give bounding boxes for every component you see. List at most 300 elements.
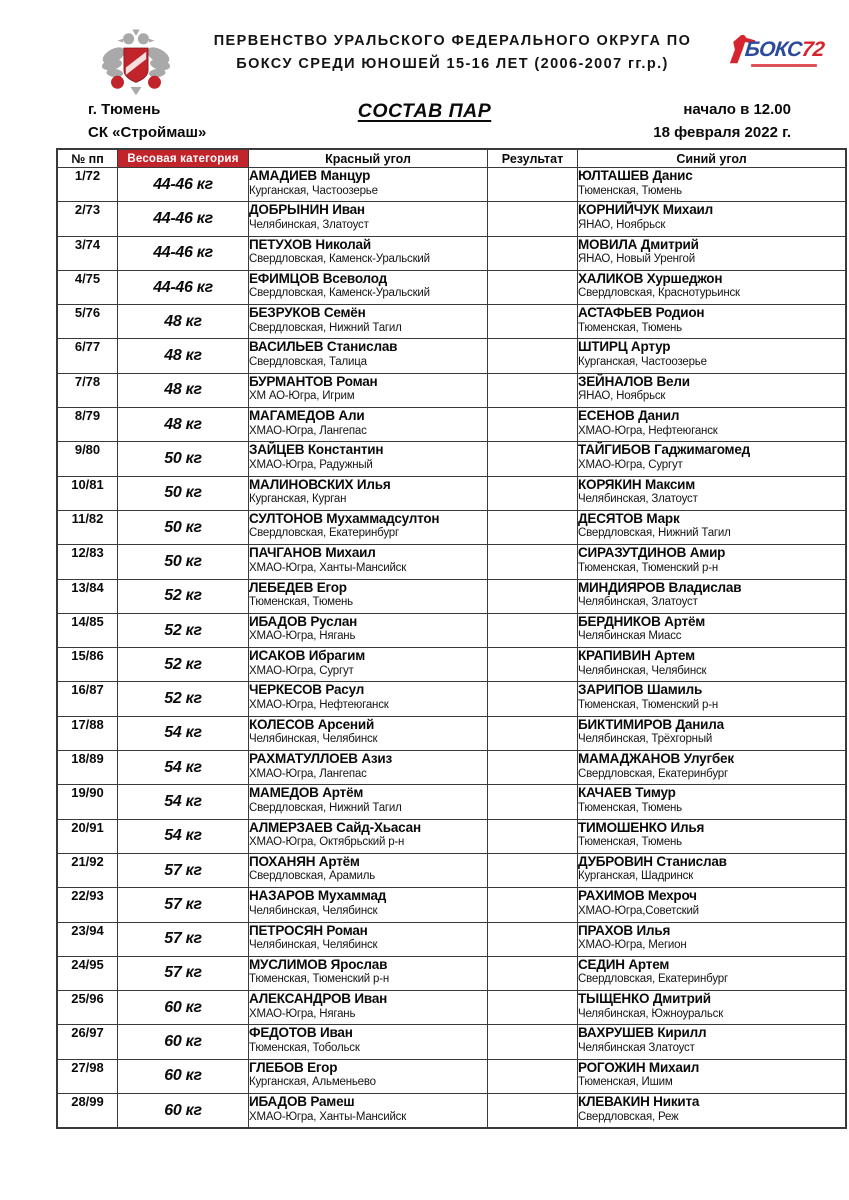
result-cell [488,819,578,853]
red-boxer-region: ХМАО-Югра, Нягань [249,1007,356,1020]
document-header [0,22,849,100]
tournament-title-line2: БОКСУ СРЕДИ ЮНОШЕЙ 15-16 ЛЕТ (2006-2007 гг.р.) [236,56,669,72]
blue-boxer-region: Челябинская Миасс [578,630,682,643]
result-cell [488,1094,578,1128]
result-cell [488,305,578,339]
pair-number-cell: 11/82 [58,510,118,544]
weight-category-cell: 57 кг [118,888,249,922]
blue-boxer-name: ВАХРУШЕВ Кирилл [578,1025,707,1041]
table-row [58,373,846,407]
red-boxer-name: АЛЕКСАНДРОВ Иван [249,991,388,1007]
result-cell [488,682,578,716]
blue-boxer-region: ХМАО-Югра, Мегион [578,939,687,952]
pairs-table-header [58,150,846,168]
result-cell [488,751,578,785]
red-boxer-name: РАХМАТУЛЛОЕВ Азиз [249,751,393,767]
red-boxer-name: МАМЕДОВ Артём [249,785,364,801]
weight-category-cell: 48 кг [118,373,249,407]
pair-number-cell: 14/85 [58,613,118,647]
result-cell [488,991,578,1025]
blue-boxer-name: СЕДИН Артем [578,956,670,972]
red-corner-cell [249,1094,488,1128]
weight-category-cell: 48 кг [118,339,249,373]
pair-number-cell: 27/98 [58,1059,118,1093]
blue-boxer-name: ДУБРОВИН Станислав [578,853,727,869]
blue-corner-cell [578,648,846,682]
table-row [58,1025,846,1059]
pair-number-cell: 18/89 [58,751,118,785]
red-boxer-name: КОЛЕСОВ Арсений [249,716,375,732]
tournament-title-line1: ПЕРВЕНСТВО УРАЛЬСКОГО ФЕДЕРАЛЬНОГО ОКРУГА ПО [213,33,692,49]
blue-boxer-name: МОВИЛА Дмитрий [578,236,699,252]
blue-boxer-region: Тюменская, Тюменский р-н [578,561,718,574]
result-cell [488,956,578,990]
red-corner-cell [249,339,488,373]
tournament-title [180,30,725,76]
blue-boxer-region: Свердловская, Екатеринбург [578,767,728,780]
document-title: СОСТАВ ПАР [357,100,492,122]
weight-category-cell: 48 кг [118,305,249,339]
blue-boxer-region: Свердловская, Реж [578,1110,679,1123]
red-boxer-name: ЧЕРКЕСОВ Расул [249,682,365,698]
boks72-logo-text [744,38,826,62]
red-corner-cell [249,236,488,270]
blue-boxer-region: Тюменская, Тюменский р-н [578,698,718,711]
blue-boxer-region: Курганская, Шадринск [578,870,694,883]
weight-category-cell: 50 кг [118,442,249,476]
logo-word: БОКС [743,38,803,61]
blue-boxer-name: ШТИРЦ Артур [578,339,671,355]
blue-corner-cell [578,202,846,236]
blue-boxer-name: РАХИМОВ Мехроч [578,888,697,904]
red-boxer-name: АМАДИЕВ Манцур [249,168,371,183]
table-row [58,819,846,853]
blue-corner-cell [578,853,846,887]
red-boxer-name: НАЗАРОВ Мухаммад [249,888,387,904]
blue-boxer-name: БИКТИМИРОВ Данила [578,716,724,732]
red-corner-cell [249,682,488,716]
blue-boxer-name: ПРАХОВ Илья [578,922,671,938]
column-header-blue-corner: Синий угол [578,150,846,168]
pair-number-cell: 7/78 [58,373,118,407]
blue-boxer-region: ХМАО-Югра,Советский [578,904,699,917]
red-boxer-name: ФЕДОТОВ Иван [249,1025,353,1041]
blue-corner-cell [578,408,846,442]
red-corner-cell [249,613,488,647]
blue-boxer-region: Челябинская Златоуст [578,1041,695,1054]
blue-corner-cell [578,785,846,819]
blue-boxer-name: ЮЛТАШЕВ Данис [578,168,693,183]
red-corner-cell [249,922,488,956]
blue-corner-cell [578,819,846,853]
result-cell [488,716,578,750]
weight-category-cell: 60 кг [118,1059,249,1093]
result-cell [488,510,578,544]
red-boxer-region: ХМАО-Югра, Сургут [249,664,354,677]
pair-number-cell: 28/99 [58,1094,118,1128]
pair-number-cell: 22/93 [58,888,118,922]
pair-number-cell: 24/95 [58,956,118,990]
pair-number-cell: 16/87 [58,682,118,716]
red-boxer-name: МУСЛИМОВ Ярослав [249,956,388,972]
venue-city: г. Тюмень [88,101,161,118]
blue-corner-cell [578,613,846,647]
table-row [58,202,846,236]
table-row [58,888,846,922]
weight-category-cell: 48 кг [118,408,249,442]
table-row [58,1094,846,1128]
blue-corner-cell [578,1059,846,1093]
red-boxer-region: Челябинская, Челябинск [249,939,378,952]
blue-boxer-name: КЛЕВАКИН Никита [578,1094,700,1110]
column-header-red-corner: Красный угол [249,150,488,168]
blue-boxer-region: Свердловская, Екатеринбург [578,973,728,986]
blue-corner-cell [578,1025,846,1059]
weight-category-cell: 54 кг [118,751,249,785]
red-boxer-region: Курганская, Альменьево [249,1076,376,1089]
red-boxer-name: ИСАКОВ Ибрагим [249,648,366,664]
blue-boxer-region: ЯНАО, Ноябрьск [578,390,666,403]
blue-boxer-region: Челябинская, Трёхгорный [578,733,713,746]
red-boxer-region: ХМАО-Югра, Октябрьский р-н [249,836,405,849]
blue-boxer-name: ТЫЩЕНКО Дмитрий [578,991,711,1007]
red-boxer-name: МАЛИНОВСКИХ Илья [249,476,391,492]
table-row [58,442,846,476]
weight-category-cell: 44-46 кг [118,202,249,236]
result-cell [488,270,578,304]
weight-category-cell: 52 кг [118,648,249,682]
red-boxer-region: Свердловская, Каменск-Уральский [249,253,430,266]
table-row [58,476,846,510]
blue-corner-cell [578,579,846,613]
result-cell [488,1025,578,1059]
boks72-logo [727,28,835,82]
red-boxer-region: Свердловская, Нижний Тагил [249,321,402,334]
red-boxer-name: ИБАДОВ Руслан [249,613,358,629]
result-cell [488,408,578,442]
blue-corner-cell [578,339,846,373]
table-row [58,236,846,270]
header-row [58,150,846,168]
result-cell [488,373,578,407]
blue-boxer-region: Курганская, Частоозерье [578,355,707,368]
blue-boxer-region: Тюменская, Ишим [578,1076,673,1089]
table-row [58,305,846,339]
red-corner-cell [249,785,488,819]
weight-category-cell: 54 кг [118,785,249,819]
red-corner-cell [249,956,488,990]
blue-boxer-name: МИНДИЯРОВ Владислав [578,579,742,595]
blue-corner-cell [578,476,846,510]
red-boxer-name: ЛЕБЕДЕВ Егор [249,579,347,595]
red-corner-cell [249,510,488,544]
blue-corner-cell [578,716,846,750]
red-boxer-region: Курганская, Курган [249,493,347,506]
blue-boxer-name: ТИМОШЕНКО Илья [578,819,705,835]
blue-boxer-name: КРАПИВИН Артем [578,648,695,664]
table-row [58,1059,846,1093]
blue-boxer-name: РОГОЖИН Михаил [578,1059,700,1075]
pair-number-cell: 21/92 [58,853,118,887]
weight-category-cell: 50 кг [118,545,249,579]
red-boxer-name: ЕФИМЦОВ Всеволод [249,270,387,286]
pair-number-cell: 13/84 [58,579,118,613]
red-boxer-name: БУРМАНТОВ Роман [249,373,378,389]
blue-boxer-region: ЯНАО, Ноябрьск [578,218,666,231]
result-cell [488,545,578,579]
pair-number-cell: 8/79 [58,408,118,442]
blue-boxer-name: КАЧАЕВ Тимур [578,785,676,801]
pair-number-cell: 5/76 [58,305,118,339]
blue-corner-cell [578,510,846,544]
weight-category-cell: 60 кг [118,1025,249,1059]
red-boxer-region: Курганская, Частоозерье [249,184,378,197]
result-cell [488,853,578,887]
blue-corner-cell [578,751,846,785]
table-row [58,408,846,442]
red-boxer-region: Свердловская, Арамиль [249,870,376,883]
red-corner-cell [249,1059,488,1093]
table-row [58,785,846,819]
red-corner-cell [249,442,488,476]
weight-category-cell: 60 кг [118,991,249,1025]
red-corner-cell [249,305,488,339]
table-row [58,956,846,990]
weight-category-cell: 44-46 кг [118,168,249,202]
blue-boxer-name: ХАЛИКОВ Хуршеджон [578,270,723,286]
red-boxer-region: Свердловская, Нижний Тагил [249,801,402,814]
pair-number-cell: 6/77 [58,339,118,373]
table-row [58,270,846,304]
weight-category-cell: 60 кг [118,1094,249,1128]
blue-corner-cell [578,305,846,339]
blue-corner-cell [578,956,846,990]
blue-corner-cell [578,888,846,922]
event-date: 18 февраля 2022 г. [653,124,791,141]
logo-tagline-line [751,64,817,67]
result-cell [488,1059,578,1093]
red-corner-cell [249,579,488,613]
blue-corner-cell [578,270,846,304]
blue-corner-cell [578,682,846,716]
weight-category-cell: 57 кг [118,853,249,887]
red-boxer-name: ГЛЕБОВ Егор [249,1059,338,1075]
blue-boxer-region: Челябинская, Златоуст [578,596,698,609]
weight-category-cell: 50 кг [118,510,249,544]
table-row [58,648,846,682]
blue-corner-cell [578,922,846,956]
blue-corner-cell [578,545,846,579]
red-boxer-region: Тюменская, Тюменский р-н [249,973,389,986]
pair-number-cell: 10/81 [58,476,118,510]
red-boxer-region: Тюменская, Тюмень [249,596,353,609]
pairs-table [57,149,846,1128]
blue-boxer-region: Челябинская, Южноуральск [578,1007,724,1020]
blue-corner-cell [578,991,846,1025]
red-corner-cell [249,648,488,682]
red-boxer-name: СУЛТОНОВ Мухаммадсултон [249,510,440,526]
blue-boxer-region: Челябинская, Челябинск [578,664,707,677]
table-row [58,682,846,716]
red-boxer-region: ХМАО-Югра, Нягань [249,630,356,643]
column-header-result: Результат [488,150,578,168]
red-corner-cell [249,270,488,304]
pair-number-cell: 23/94 [58,922,118,956]
pair-number-cell: 15/86 [58,648,118,682]
red-boxer-region: Свердловская, Каменск-Уральский [249,287,430,300]
column-header-number: № пп [58,150,118,168]
column-header-weight-category: Весовая категория [118,150,249,168]
red-boxer-region: ХМАО-Югра, Ханты-Мансийск [249,561,407,574]
blue-boxer-region: ЯНАО, Новый Уренгой [578,253,695,266]
table-row [58,510,846,544]
result-cell [488,579,578,613]
pair-number-cell: 20/91 [58,819,118,853]
pair-number-cell: 25/96 [58,991,118,1025]
blue-boxer-name: БЕРДНИКОВ Артём [578,613,706,629]
red-corner-cell [249,1025,488,1059]
red-boxer-region: Челябинская, Златоуст [249,218,369,231]
pair-number-cell: 17/88 [58,716,118,750]
blue-boxer-region: Тюменская, Тюмень [578,321,682,334]
table-row [58,853,846,887]
red-boxer-region: Свердловская, Талица [249,355,367,368]
red-boxer-name: ПЕТУХОВ Николай [249,236,371,252]
pair-number-cell: 3/74 [58,236,118,270]
table-row [58,613,846,647]
red-corner-cell [249,819,488,853]
blue-boxer-name: ЗЕЙНАЛОВ Вели [578,373,690,389]
red-boxer-region: ХМАО-Югра, Нефтеюганск [249,698,389,711]
blue-boxer-region: ХМАО-Югра, Сургут [578,458,683,471]
start-time: начало в 12.00 [683,101,791,118]
blue-boxer-region: ХМАО-Югра, Нефтеюганск [578,424,718,437]
result-cell [488,339,578,373]
red-corner-cell [249,476,488,510]
red-boxer-region: Свердловская, Екатеринбург [249,527,399,540]
red-boxer-name: ПАЧГАНОВ Михаил [249,545,376,561]
weight-category-cell: 57 кг [118,956,249,990]
blue-boxer-region: Челябинская, Златоуст [578,493,698,506]
blue-corner-cell [578,236,846,270]
weight-category-cell: 44-46 кг [118,236,249,270]
pair-number-cell: 2/73 [58,202,118,236]
weight-category-cell: 52 кг [118,579,249,613]
red-corner-cell [249,168,488,202]
boxing-federation-eagle-emblem-icon [98,24,174,98]
blue-boxer-name: КОРНИЙЧУК Михаил [578,202,714,218]
red-boxer-name: МАГАМЕДОВ Али [249,408,365,424]
blue-corner-cell [578,373,846,407]
blue-boxer-region: Тюменская, Тюмень [578,184,682,197]
weight-category-cell: 57 кг [118,922,249,956]
red-boxer-region: ХМАО-Югра, Ханты-Мансийск [249,1110,407,1123]
event-info-bar [0,98,849,144]
red-corner-cell [249,888,488,922]
pair-number-cell: 19/90 [58,785,118,819]
red-boxer-name: ЗАЙЦЕВ Константин [249,442,384,458]
weight-category-cell: 44-46 кг [118,270,249,304]
blue-corner-cell [578,168,846,202]
table-row [58,716,846,750]
red-boxer-region: ХМАО-Югра, Радужный [249,458,373,471]
result-cell [488,613,578,647]
blue-boxer-region: Тюменская, Тюмень [578,836,682,849]
result-cell [488,476,578,510]
red-boxer-name: ПЕТРОСЯН Роман [249,922,368,938]
weight-category-cell: 52 кг [118,613,249,647]
table-row [58,545,846,579]
blue-corner-cell [578,442,846,476]
table-row [58,991,846,1025]
blue-boxer-name: СИРАЗУТДИНОВ Амир [578,545,726,561]
result-cell [488,442,578,476]
blue-boxer-name: АСТАФЬЕВ Родион [578,305,705,321]
red-boxer-region: Челябинская, Челябинск [249,904,378,917]
weight-category-cell: 54 кг [118,819,249,853]
red-corner-cell [249,202,488,236]
blue-boxer-name: ТАЙГИБОВ Гаджимагомед [578,442,751,458]
result-cell [488,922,578,956]
blue-boxer-name: ЕСЕНОВ Данил [578,408,680,424]
table-row [58,751,846,785]
red-boxer-name: ВАСИЛЬЕВ Станислав [249,339,398,355]
blue-corner-cell [578,1094,846,1128]
weight-category-cell: 54 кг [118,716,249,750]
red-corner-cell [249,716,488,750]
blue-boxer-name: КОРЯКИН Максим [578,476,696,492]
red-corner-cell [249,751,488,785]
red-boxer-region: Челябинская, Челябинск [249,733,378,746]
blue-boxer-region: Свердловская, Краснотурьинск [578,287,740,300]
pair-number-cell: 1/72 [58,168,118,202]
red-boxer-name: ПОХАНЯН Артём [249,853,360,869]
table-row [58,168,846,202]
red-corner-cell [249,545,488,579]
blue-boxer-name: ЗАРИПОВ Шамиль [578,682,703,698]
result-cell [488,202,578,236]
venue-name: СК «Строймаш» [88,124,207,141]
pair-number-cell: 12/83 [58,545,118,579]
result-cell [488,236,578,270]
logo-number: 72 [800,38,826,61]
red-corner-cell [249,853,488,887]
schedule-block [653,98,791,144]
result-cell [488,168,578,202]
red-boxer-region: ХМАО-Югра, Лангепас [249,767,367,780]
red-corner-cell [249,408,488,442]
blue-boxer-region: Тюменская, Тюмень [578,801,682,814]
pair-number-cell: 4/75 [58,270,118,304]
result-cell [488,648,578,682]
red-corner-cell [249,373,488,407]
red-boxer-name: ДОБРЫНИН Иван [249,202,365,218]
table-row [58,339,846,373]
table-row [58,922,846,956]
red-boxer-name: АЛМЕРЗАЕВ Сайд-Хьасан [249,819,421,835]
red-boxer-name: БЕЗРУКОВ Семён [249,305,366,321]
red-boxer-region: ХМ АО-Югра, Игрим [249,390,355,403]
weight-category-cell: 52 кг [118,682,249,716]
table-row [58,579,846,613]
pair-number-cell: 9/80 [58,442,118,476]
blue-boxer-name: ДЕСЯТОВ Марк [578,510,680,526]
red-boxer-region: ХМАО-Югра, Лангепас [249,424,367,437]
red-corner-cell [249,991,488,1025]
blue-boxer-region: Свердловская, Нижний Тагил [578,527,731,540]
red-boxer-name: ИБАДОВ Рамеш [249,1094,355,1110]
pair-number-cell: 26/97 [58,1025,118,1059]
